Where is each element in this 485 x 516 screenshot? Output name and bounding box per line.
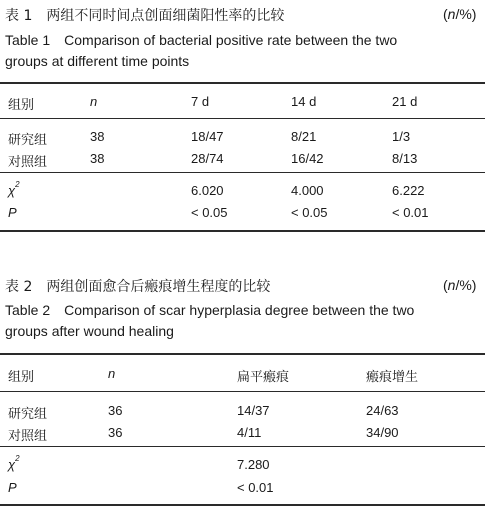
table2-row1-n: 36 xyxy=(108,403,123,418)
table2-unit: (n/%) xyxy=(443,277,477,293)
table1-top-rule xyxy=(0,82,485,84)
table2-row2-flat-scar: 4/11 xyxy=(237,425,262,440)
table1-row2-14d: 16/42 xyxy=(291,151,324,166)
table1-data-rule xyxy=(0,172,485,173)
table2-chi2-label: $\chi^2$ xyxy=(8,454,20,472)
table1-row1-14d: 8/21 xyxy=(291,129,317,144)
table1-row2-7d: 28/74 xyxy=(191,151,224,166)
table2-data-rule xyxy=(0,446,485,447)
table1-row1-21d: 1/3 xyxy=(392,129,411,144)
table2-bottom-rule xyxy=(0,504,485,506)
table1-chi2-14d: 4.000 xyxy=(291,183,324,198)
table2-chi2-value: 7.280 xyxy=(237,457,270,472)
table2-row1-flat-scar: 14/37 xyxy=(237,403,270,418)
table2-title-en-line1: Table 2 Comparison of scar hyperplasia degree between the two xyxy=(5,302,415,318)
table2-header-group: 组别 xyxy=(8,370,35,385)
table1-header-group: 组别 xyxy=(8,98,35,113)
table1-p-7d: < 0.05 xyxy=(191,205,228,220)
table1-row2-n: 38 xyxy=(90,151,105,166)
table1-row1-n: 38 xyxy=(90,129,105,144)
table1-row2-group: 对照组 xyxy=(8,155,48,170)
table1-row2-21d: 8/13 xyxy=(392,151,418,166)
table1-bottom-rule xyxy=(0,230,485,232)
table2-row2-group: 对照组 xyxy=(8,429,48,444)
table2-top-rule xyxy=(0,353,485,355)
table2-title-cn: 表 2 两组创面愈合后瘢痕增生程度的比较 xyxy=(5,279,271,295)
table1-chi2-21d: 6.222 xyxy=(392,183,425,198)
table1-row1-group: 研究组 xyxy=(8,133,48,148)
table2-header-scar-hyperplasia: 瘢痕增生 xyxy=(366,370,419,385)
table1-chi2-7d: 6.020 xyxy=(191,183,224,198)
table2-row1-group: 研究组 xyxy=(8,407,48,422)
table1-title-en-line1: Table 1 Comparison of bacterial positive rate between the two xyxy=(5,32,398,48)
table2-header-n: n xyxy=(108,366,116,381)
table2-p-value: < 0.01 xyxy=(237,480,274,495)
table2-row2-scar-hyperplasia: 34/90 xyxy=(366,425,399,440)
table1-p-label: P xyxy=(8,205,17,220)
table1-p-14d: < 0.05 xyxy=(291,205,328,220)
table1-unit: (n/%) xyxy=(443,6,477,22)
table2-row2-n: 36 xyxy=(108,425,123,440)
table1-header-n: n xyxy=(90,94,98,109)
table1-header-14d: 14 d xyxy=(291,94,317,109)
table1-header-rule xyxy=(0,118,485,119)
table1-header-21d: 21 d xyxy=(392,94,418,109)
table2-header-rule xyxy=(0,391,485,392)
table2-title-en-line2: groups after wound healing xyxy=(5,323,174,339)
table1-title-en-line2: groups at different time points xyxy=(5,53,190,69)
table1-p-21d: < 0.01 xyxy=(392,205,429,220)
table1-header-7d: 7 d xyxy=(191,94,210,109)
table1-row1-7d: 18/47 xyxy=(191,129,224,144)
table1-chi2-label: $\chi^2$ xyxy=(8,180,20,198)
table2-row1-scar-hyperplasia: 24/63 xyxy=(366,403,399,418)
table2-p-label: P xyxy=(8,480,17,495)
table1-title-cn: 表 1 两组不同时间点创面细菌阳性率的比较 xyxy=(5,8,285,24)
table2-header-flat-scar: 扁平瘢痕 xyxy=(237,370,290,385)
